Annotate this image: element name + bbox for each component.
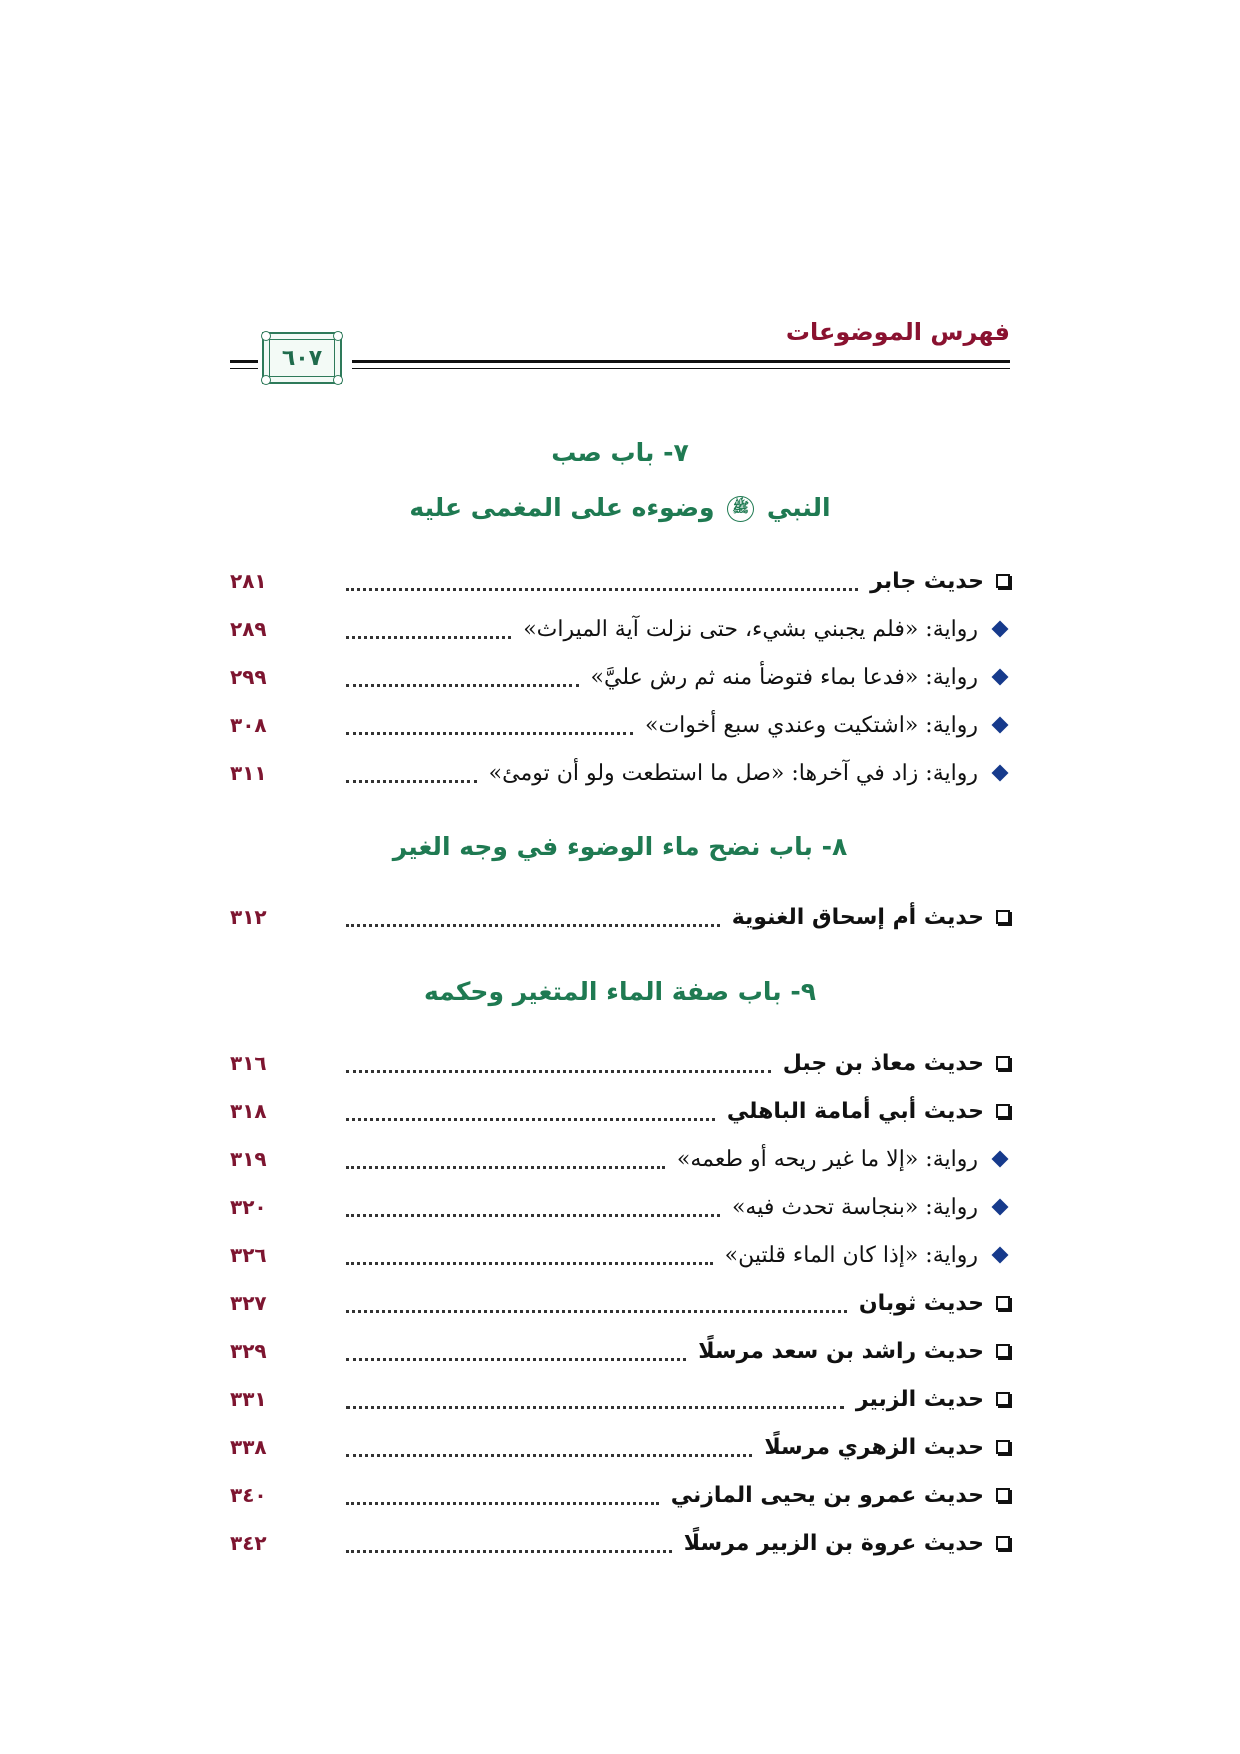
- chapter-title-line1: ٨- باب نضح ماء الوضوء في وجه الغير: [392, 832, 848, 861]
- square-bullet-icon: [996, 1056, 1010, 1070]
- leader-dots: [346, 1070, 771, 1073]
- entry-page: ٣١١: [230, 761, 267, 785]
- entry-page: ٣٣١: [230, 1387, 267, 1411]
- entry-title: حديث معاذ بن جبل: [782, 1050, 984, 1076]
- square-bullet-icon: [996, 910, 1010, 924]
- entry-page: ٣٣٨: [230, 1435, 267, 1459]
- leader-dots: [346, 1550, 672, 1553]
- entry-page: ٢٩٩: [230, 665, 267, 689]
- header-rule-left-top: [230, 360, 258, 363]
- toc-entry[interactable]: [230, 1043, 1010, 1083]
- chapter-title-line1: ٧- باب صب: [551, 438, 689, 467]
- leader-dots: [346, 1262, 713, 1265]
- toc-subentry[interactable]: [230, 1187, 1010, 1227]
- square-bullet-icon: [996, 1488, 1010, 1502]
- square-bullet-icon: [996, 1536, 1010, 1550]
- entry-page: ٢٨٩: [230, 617, 267, 641]
- toc-entry[interactable]: [230, 1475, 1010, 1515]
- entry-title: حديث جابر: [870, 568, 984, 594]
- entry-page: ٢٨١: [230, 569, 267, 593]
- square-bullet-icon: [996, 574, 1010, 588]
- entry-title: حديث أبي أمامة الباهلي: [726, 1098, 984, 1124]
- entry-title: رواية: زاد في آخرها: «صل ما استطعت ولو أن تومئ»: [488, 760, 978, 786]
- square-bullet-icon: [996, 1344, 1010, 1358]
- entry-title: حديث الزهري مرسلًا: [764, 1434, 984, 1460]
- chapter-heading-7: [230, 438, 1010, 467]
- toc-subentry[interactable]: [230, 1139, 1010, 1179]
- entry-title: رواية: «فلم يجبني بشيء، حتى نزلت آية الميراث»: [523, 616, 978, 642]
- entry-title: حديث عروة بن الزبير مرسلًا: [683, 1530, 984, 1556]
- entry-title: رواية: «فدعا بماء فتوضأ منه ثم رش عليَّ»: [590, 664, 978, 690]
- entry-title: حديث عمرو بن يحيى المازني: [670, 1482, 984, 1508]
- header-rule-left-bottom: [230, 368, 258, 369]
- entry-title: حديث ثوبان: [858, 1290, 984, 1316]
- entry-page: ٣١٩: [230, 1147, 267, 1171]
- entry-page: ٣٢٧: [230, 1291, 267, 1315]
- chapter-title-line2: النبي: [766, 493, 831, 522]
- entry-page: ٣٢٩: [230, 1339, 267, 1363]
- entry-page: ٣٠٨: [230, 713, 267, 737]
- header-title: فهرس الموضوعات: [785, 318, 1010, 346]
- toc-entry[interactable]: [230, 1427, 1010, 1467]
- leader-dots: [346, 732, 633, 735]
- entry-page: ٣٢٦: [230, 1243, 267, 1267]
- entry-title: رواية: «بنجاسة تحدث فيه»: [731, 1194, 978, 1220]
- entry-page: ٣١٨: [230, 1099, 267, 1123]
- entry-title: حديث الزبير: [855, 1386, 984, 1412]
- running-header: [230, 318, 1010, 398]
- chapter-heading-8: [230, 832, 1010, 861]
- entry-page: ٣٤٢: [230, 1531, 267, 1555]
- page-number: ٦٠٧: [269, 339, 335, 377]
- toc-entry[interactable]: [230, 1523, 1010, 1563]
- toc-subentry[interactable]: [230, 1235, 1010, 1275]
- entry-page: ٣١٢: [230, 905, 267, 929]
- entry-title: حديث راشد بن سعد مرسلًا: [698, 1338, 984, 1364]
- diamond-bullet-icon: [990, 767, 1010, 779]
- chapter-title-line2-rest: وضوءه على المغمى عليه: [409, 493, 715, 522]
- square-bullet-icon: [996, 1392, 1010, 1406]
- diamond-bullet-icon: [990, 1201, 1010, 1213]
- leader-dots: [346, 636, 511, 639]
- entry-page: ٣٢٠: [230, 1195, 267, 1219]
- entry-page: ٣٤٠: [230, 1483, 267, 1507]
- leader-dots: [346, 1406, 844, 1409]
- entry-title: حديث أم إسحاق الغنوية: [731, 904, 984, 930]
- leader-dots: [346, 1118, 715, 1121]
- entry-title: رواية: «إذا كان الماء قلتين»: [724, 1242, 978, 1268]
- header-rule-top: [352, 360, 1010, 363]
- entry-title: رواية: «إلا ما غير ريحه أو طعمه»: [676, 1146, 978, 1172]
- diamond-bullet-icon: [990, 671, 1010, 683]
- leader-dots: [346, 924, 720, 927]
- header-rule-bottom: [352, 368, 1010, 369]
- toc-entry[interactable]: [230, 1379, 1010, 1419]
- toc-entry[interactable]: [230, 1091, 1010, 1131]
- toc-entry[interactable]: [230, 1283, 1010, 1323]
- entry-page: ٣١٦: [230, 1051, 267, 1075]
- diamond-bullet-icon: [990, 1153, 1010, 1165]
- toc-subentry[interactable]: [230, 753, 1010, 793]
- toc-subentry[interactable]: [230, 705, 1010, 745]
- chapter-heading-9: [230, 977, 1010, 1006]
- leader-dots: [346, 1310, 847, 1313]
- toc-entry[interactable]: [230, 1331, 1010, 1371]
- salutation-glyph: ﷺ: [727, 496, 754, 522]
- toc-subentry[interactable]: [230, 657, 1010, 697]
- leader-dots: [346, 1358, 686, 1361]
- square-bullet-icon: [996, 1296, 1010, 1310]
- toc-entry[interactable]: [230, 897, 1010, 937]
- leader-dots: [346, 780, 477, 783]
- leader-dots: [346, 588, 858, 591]
- diamond-bullet-icon: [990, 1249, 1010, 1261]
- chapter-heading-7-line2: [230, 493, 1010, 522]
- leader-dots: [346, 1502, 659, 1505]
- square-bullet-icon: [996, 1440, 1010, 1454]
- leader-dots: [346, 1166, 665, 1169]
- entry-title: رواية: «اشتكيت وعندي سبع أخوات»: [645, 712, 978, 738]
- diamond-bullet-icon: [990, 623, 1010, 635]
- leader-dots: [346, 1454, 752, 1457]
- chapter-title-line1: ٩- باب صفة الماء المتغير وحكمه: [423, 977, 817, 1006]
- toc-entry[interactable]: [230, 561, 1010, 601]
- leader-dots: [346, 1214, 720, 1217]
- page-number-frame: [262, 332, 342, 384]
- leader-dots: [346, 684, 579, 687]
- toc-subentry[interactable]: [230, 609, 1010, 649]
- square-bullet-icon: [996, 1104, 1010, 1118]
- diamond-bullet-icon: [990, 719, 1010, 731]
